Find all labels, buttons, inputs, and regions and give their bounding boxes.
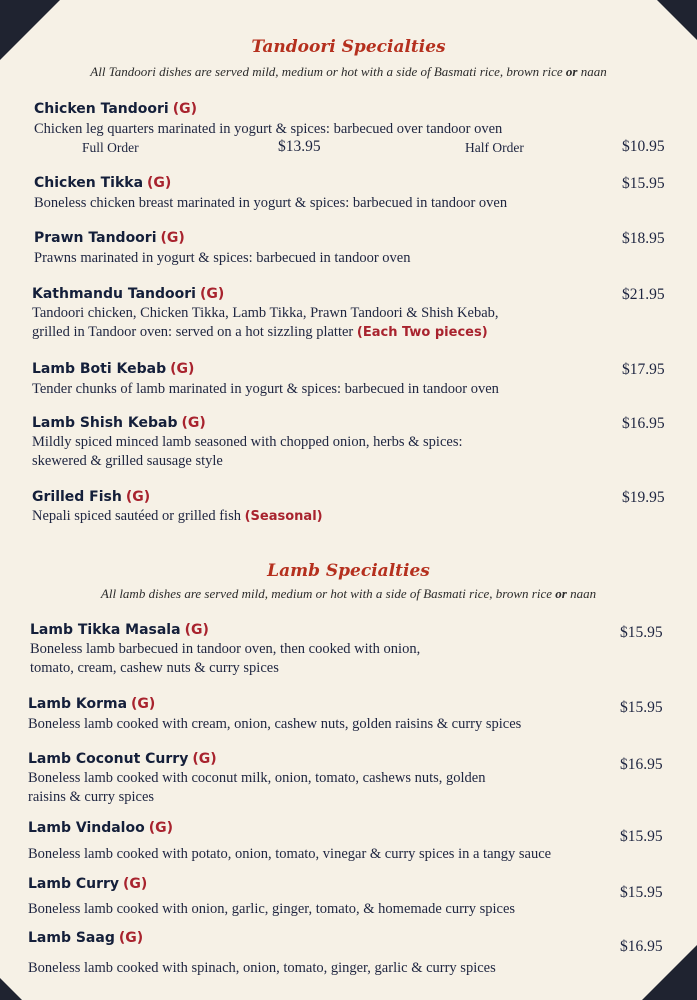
subtitle-text: All lamb dishes are served mild, medium or hot with a side of Basmati rice, brown rice (100, 586, 556, 601)
item-price: $15.95 (620, 699, 663, 716)
subtitle-or: or (555, 586, 567, 601)
item-description-text: grilled in Tandoor oven: served on a hot sizzling platter (32, 324, 357, 340)
item-description-line-1: Tandoori chicken, Chicken Tikka, Lamb Tikka, Prawn Tandoori & Shish Kebab, (32, 305, 499, 321)
item-price: $17.95 (622, 361, 665, 378)
item-note: (Each Two pieces) (356, 325, 488, 340)
gluten-free-tag: (G) (199, 286, 225, 302)
background-corner (657, 0, 697, 40)
item-price: $18.95 (622, 230, 665, 247)
background-corner (0, 978, 22, 1000)
item-description: Boneless lamb cooked with potato, onion, tomato, vinegar & curry spices in a tangy sauce (28, 846, 552, 862)
gluten-free-tag: (G) (125, 489, 151, 505)
item-name-text: Lamb Coconut Curry (28, 751, 189, 767)
background-corner (0, 0, 60, 60)
item-price: $19.95 (622, 489, 665, 506)
item-name (28, 820, 173, 836)
item-description (32, 304, 499, 342)
subtitle-or: or (565, 64, 578, 79)
half-order-label: Half Order (465, 140, 524, 155)
item-name (34, 230, 185, 246)
item-name (32, 415, 206, 431)
tandoori-section-title: Tandoori Specialties (251, 37, 446, 57)
item-description (32, 507, 323, 526)
lamb-section-title: Lamb Specialties (267, 561, 430, 581)
item-description: Tender chunks of lamb marinated in yogurt & spices: barbecued in tandoor oven (32, 381, 499, 397)
item-name-text: Lamb Vindaloo (28, 820, 145, 836)
item-description-text: Nepali spiced sautéed or grilled fish (32, 508, 245, 524)
gluten-free-tag: (G) (181, 415, 206, 431)
item-name-text: Chicken Tandoori (34, 101, 169, 117)
item-description: Boneless lamb cooked with spinach, onion, tomato, ginger, garlic & curry spices (28, 960, 496, 976)
item-price: $15.95 (622, 175, 665, 192)
item-price: $16.95 (620, 938, 663, 955)
item-price: $10.95 (622, 138, 665, 155)
item-name-text: Lamb Boti Kebab (32, 361, 167, 377)
item-name (28, 696, 155, 712)
item-name (32, 286, 224, 302)
gluten-free-tag: (G) (172, 101, 198, 117)
item-price: $16.95 (622, 415, 665, 432)
full-order-label: Full Order (82, 140, 139, 155)
item-description-line-1: Boneless lamb cooked with coconut milk, onion, tomato, cashews nuts, golden (28, 770, 486, 786)
item-name-text: Lamb Shish Kebab (32, 415, 178, 431)
gluten-free-tag: (G) (123, 876, 148, 892)
item-name-text: Prawn Tandoori (34, 230, 157, 246)
item-price: $15.95 (620, 884, 663, 901)
item-description (28, 769, 486, 807)
item-name (30, 622, 209, 638)
gluten-free-tag: (G) (118, 930, 144, 946)
item-price: $15.95 (620, 828, 663, 845)
subtitle-text-end: naan (577, 64, 607, 79)
gluten-free-tag: (G) (184, 622, 209, 638)
item-description (32, 433, 463, 471)
item-name-text: Lamb Saag (28, 930, 115, 946)
lamb-section-subtitle (0, 586, 697, 602)
full-order-price: $13.95 (278, 138, 321, 155)
item-description: Chicken leg quarters marinated in yogurt & spices: barbecued over tandoor oven (34, 121, 503, 137)
gluten-free-tag: (G) (147, 175, 172, 191)
background-corner (642, 945, 697, 1000)
item-name-text: Kathmandu Tandoori (32, 286, 196, 302)
item-description: Boneless chicken breast marinated in yogurt & spices: barbecued in tandoor oven (34, 195, 508, 211)
item-name-text: Lamb Curry (28, 876, 120, 892)
item-description-line-2 (32, 323, 499, 342)
item-description-line-2: tomato, cream, cashew nuts & curry spices (30, 660, 279, 676)
subtitle-text-end: naan (566, 586, 597, 601)
item-price: $15.95 (620, 624, 663, 641)
tandoori-section-subtitle (0, 64, 697, 80)
item-name (28, 930, 143, 946)
item-name (32, 489, 150, 505)
item-description-line-1: Boneless lamb barbecued in tandoor oven, then cooked with onion, (30, 641, 421, 657)
item-name (34, 175, 171, 191)
item-name-text: Lamb Tikka Masala (30, 622, 181, 638)
gluten-free-tag: (G) (131, 696, 156, 712)
gluten-free-tag: (G) (148, 820, 174, 836)
item-price: $16.95 (620, 756, 663, 773)
item-name-text: Lamb Korma (28, 696, 128, 712)
item-name (28, 876, 147, 892)
item-name-text: Grilled Fish (32, 489, 122, 505)
item-description: Prawns marinated in yogurt & spices: barbecued in tandoor oven (34, 250, 411, 266)
item-name (34, 101, 197, 117)
subtitle-text: All Tandoori dishes are served mild, medium or hot with a side of Basmati rice, brown rice (90, 64, 566, 79)
item-name-text: Chicken Tikka (34, 175, 144, 191)
item-description: Boneless lamb cooked with cream, onion, cashew nuts, golden raisins & curry spices (28, 716, 522, 732)
gluten-free-tag: (G) (192, 751, 217, 767)
gluten-free-tag: (G) (170, 361, 195, 377)
item-price: $21.95 (622, 286, 665, 303)
item-description-line-1: Mildly spiced minced lamb seasoned with chopped onion, herbs & spices: (32, 434, 463, 450)
item-description (30, 640, 420, 678)
item-description: Boneless lamb cooked with onion, garlic, ginger, tomato, & homemade curry spices (28, 901, 516, 917)
item-name (28, 751, 217, 767)
gluten-free-tag: (G) (160, 230, 185, 246)
item-note: (Seasonal) (244, 509, 323, 524)
item-description-line-2: skewered & grilled sausage style (32, 453, 223, 469)
item-description-line-2: raisins & curry spices (28, 789, 155, 805)
item-name (32, 361, 194, 377)
